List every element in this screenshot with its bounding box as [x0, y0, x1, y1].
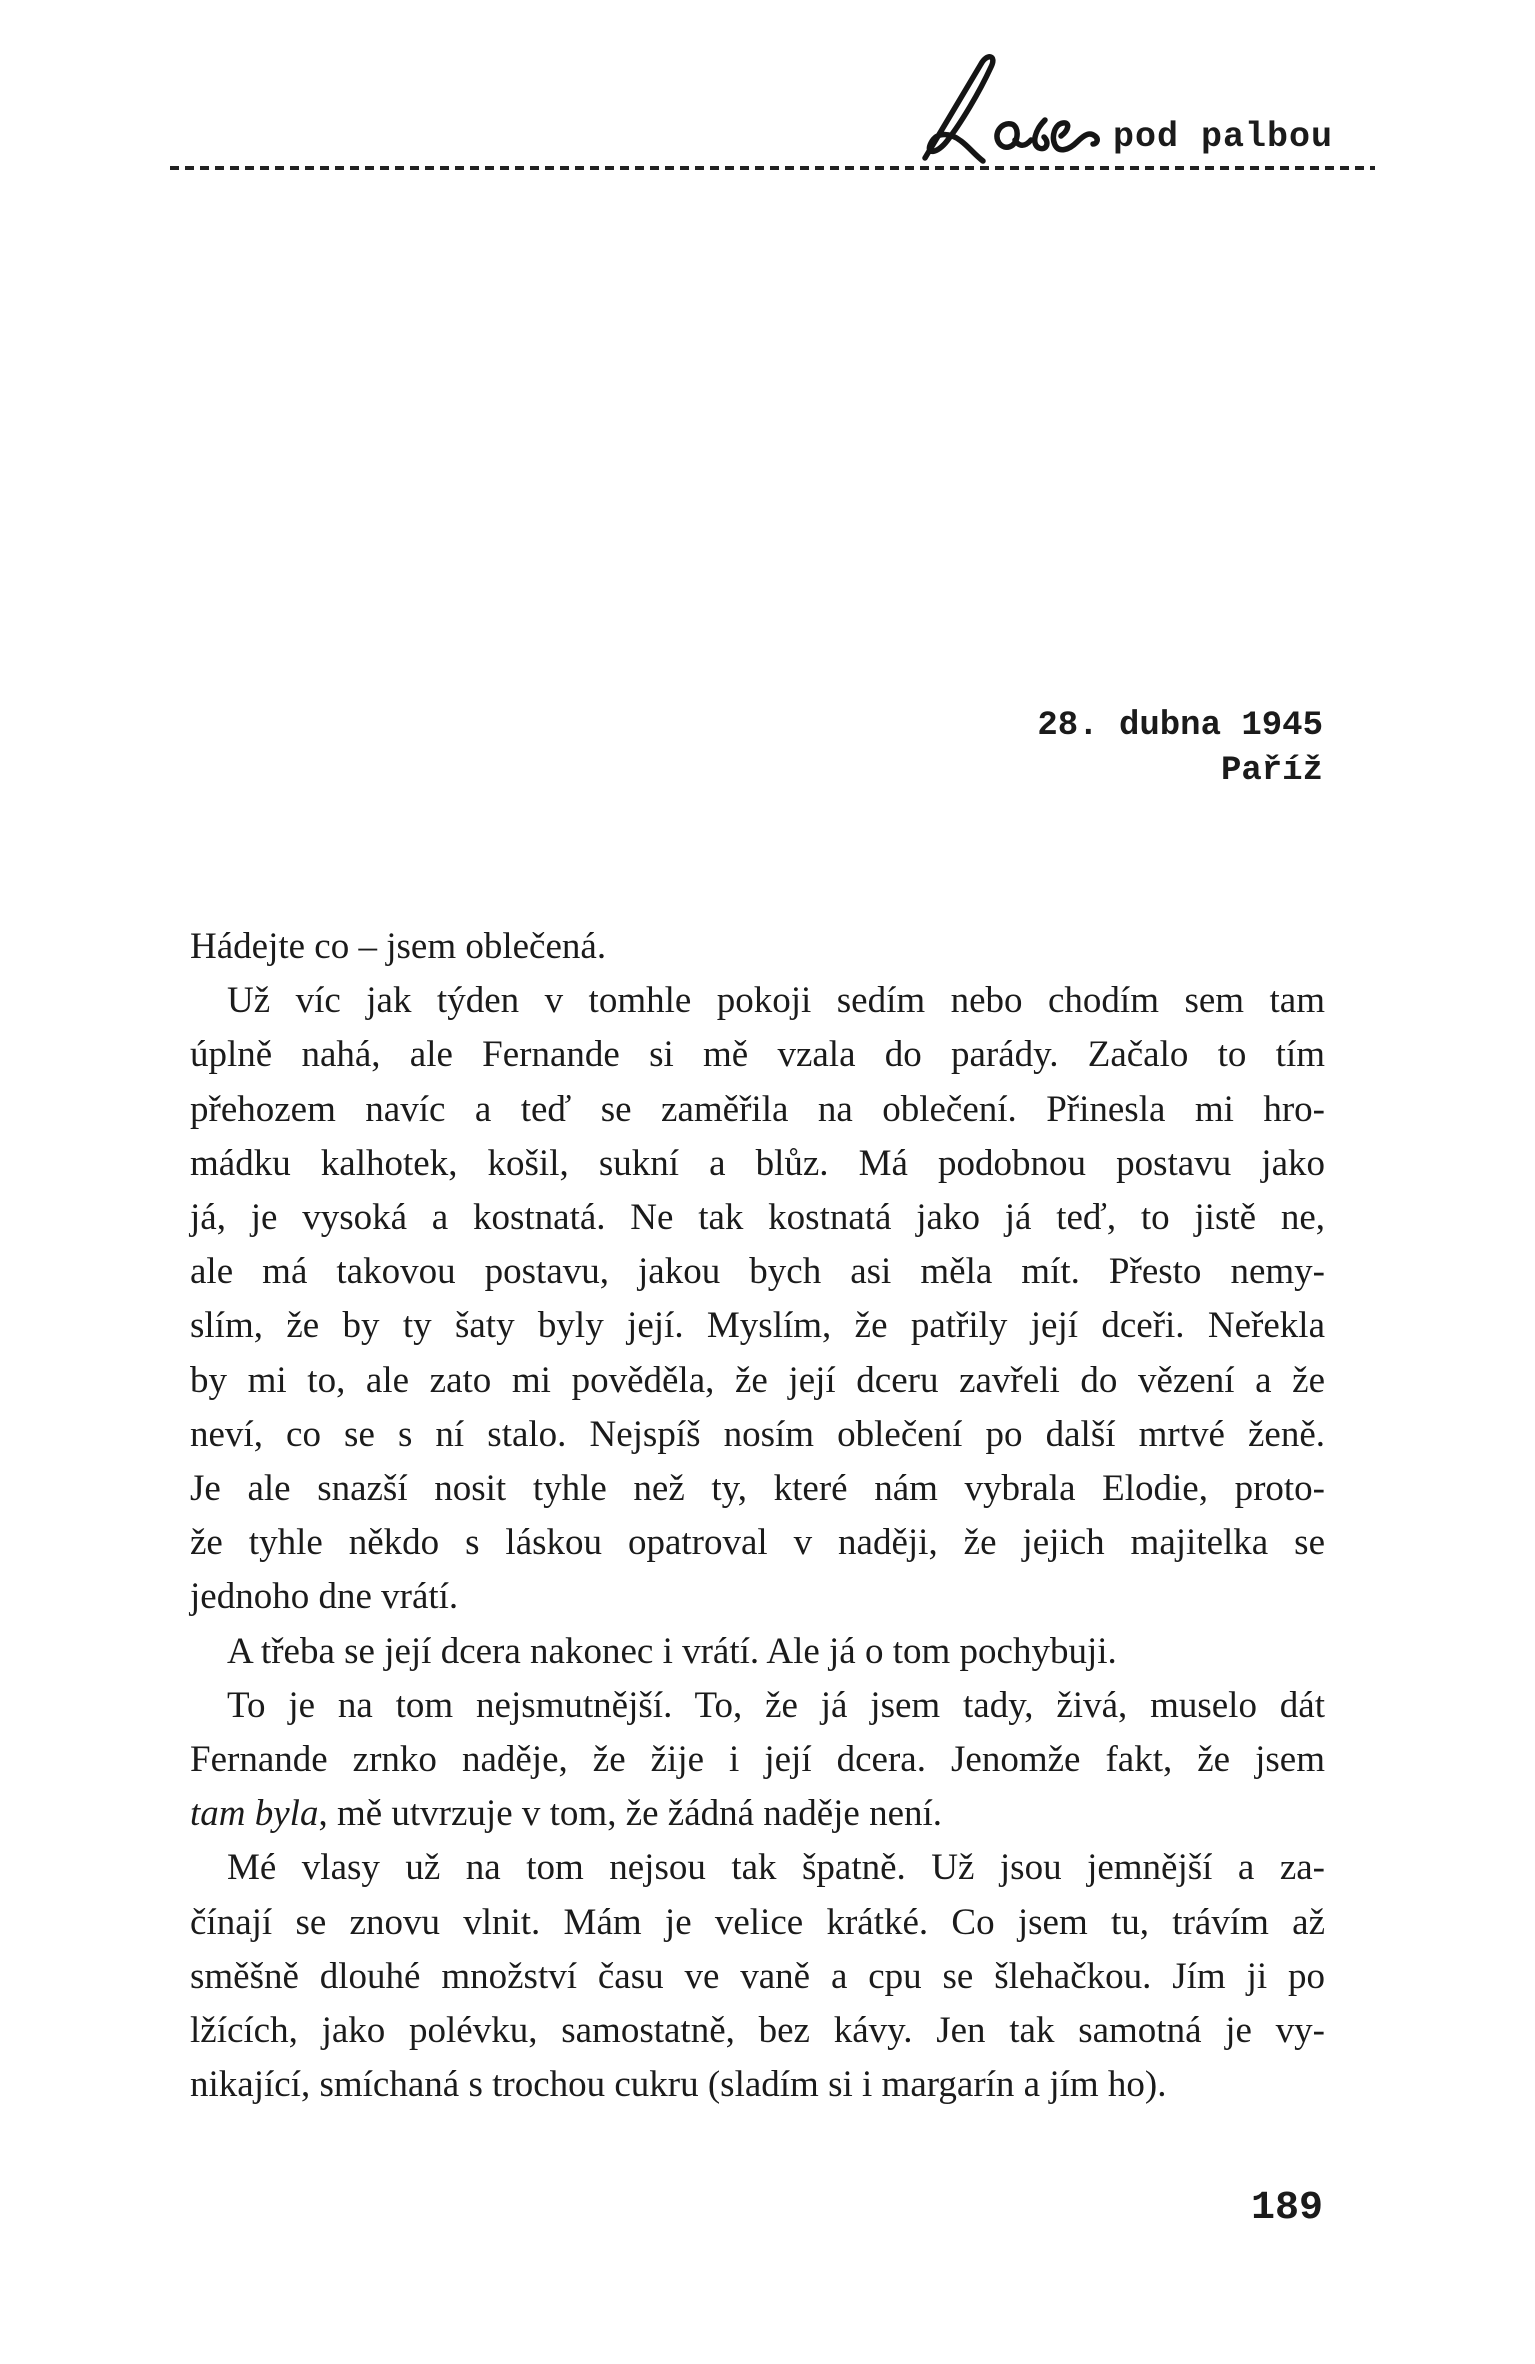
rose-letter-o [997, 124, 1031, 147]
text-line [190, 920, 1325, 974]
body-text: Mé vlasy už na tom nejsou tak špatně. Už jsou jemnější a za- [227, 1847, 1325, 1889]
text-line [190, 2004, 1325, 2058]
text-line [190, 1570, 1325, 1624]
rose-letter-s [1035, 120, 1047, 149]
body-text: slím, že by ty šaty byly její. Myslím, že patřily její dceři. Neřekla [190, 1305, 1325, 1347]
body-text: by mi to, ale zato mi pověděla, že její dceru zavřeli do vězení a že [190, 1359, 1325, 1401]
text-line [190, 1733, 1325, 1787]
body-text: přehozem navíc a teď se zaměřila na oblečení. Přinesla mi hro- [190, 1088, 1325, 1130]
text-line [190, 1137, 1325, 1191]
text-line [190, 1625, 1325, 1679]
body-text: Hádejte co – jsem oblečená. [190, 926, 607, 967]
text-line [190, 1516, 1325, 1570]
page-number: 189 [1250, 2186, 1323, 2231]
body-text: mádku kalhotek, košil, sukní a blůz. Má podobnou postavu jako [190, 1142, 1325, 1184]
text-line [190, 1191, 1325, 1245]
dateline-date: 28. dubna 1945 [1037, 707, 1323, 745]
body-text: já, je vysoká a kostnatá. Ne tak kostnatá jako já teď, to jistě ne, [190, 1197, 1325, 1239]
header-subtitle: pod palbou [1113, 117, 1334, 157]
body-text: Je ale snazší nosit tyhle než ty, které nám vybrala Elodie, proto- [190, 1468, 1325, 1510]
body-text: neví, co se s ní stalo. Nejspíš nosím oblečení po další mrtvé ženě. [190, 1413, 1325, 1455]
body-text: jednoho dne vrátí. [190, 1576, 459, 1618]
body-text: nikající, smíchaná s trochou cukru (sladím si i margarín a jím ho). [190, 2064, 1167, 2106]
body-text: směšně dlouhé množství času ve vaně a cpu se šlehačkou. Jím ji po [190, 1955, 1325, 1997]
body-text: čínají se znovu vlnit. Mám je velice krátké. Co jsem tu, trávím až [190, 1901, 1325, 1943]
body-text: úplně nahá, ale Fernande si mě vzala do parády. Začalo to tím [190, 1034, 1325, 1076]
body-text: ale má takovou postavu, jakou bych asi měla mít. Přesto nemy- [190, 1251, 1325, 1293]
body-text: Už víc jak týden v tomhle pokoji sedím nebo chodím sem tam [227, 980, 1325, 1022]
rose-script-logo [915, 50, 1115, 170]
text-line [190, 1028, 1325, 1082]
dateline [1037, 704, 1323, 794]
text-line [190, 1950, 1325, 2004]
text-line [190, 1896, 1325, 1950]
text-line [190, 974, 1325, 1028]
rose-letter-e [1053, 123, 1097, 150]
text-line [190, 1841, 1325, 1895]
body-text: Fernande zrnko naděje, že žije i její dcera. Jenomže fakt, že jsem [190, 1739, 1325, 1781]
text-line [190, 1299, 1325, 1353]
italic-text: tam byla [190, 1793, 319, 1835]
text-line [190, 1245, 1325, 1299]
text-line [190, 1462, 1325, 1516]
dashed-divider [170, 166, 1375, 170]
text-line [190, 2058, 1325, 2112]
text-line [190, 1408, 1325, 1462]
body-text: že tyhle někdo s láskou opatroval v naději, že jejich majitelka se [190, 1522, 1325, 1564]
body-text: lžících, jako polévku, samostatně, bez kávy. Jen tak samotná je vy- [190, 2010, 1325, 2052]
letter-body [190, 920, 1325, 2112]
text-line [190, 1083, 1325, 1137]
body-text: , mě utvrzuje v tom, že žádná naděje není. [318, 1793, 943, 1835]
text-line [190, 1787, 1325, 1841]
text-line [190, 1679, 1325, 1733]
dateline-place: Paříž [1220, 752, 1323, 790]
rose-letter-R [925, 57, 993, 161]
body-text: A třeba se její dcera nakonec i vrátí. Ale já o tom pochybuji. [227, 1630, 1117, 1672]
text-line [190, 1354, 1325, 1408]
body-text: To je na tom nejsmutnější. To, že já jsem tady, živá, muselo dát [227, 1684, 1325, 1726]
